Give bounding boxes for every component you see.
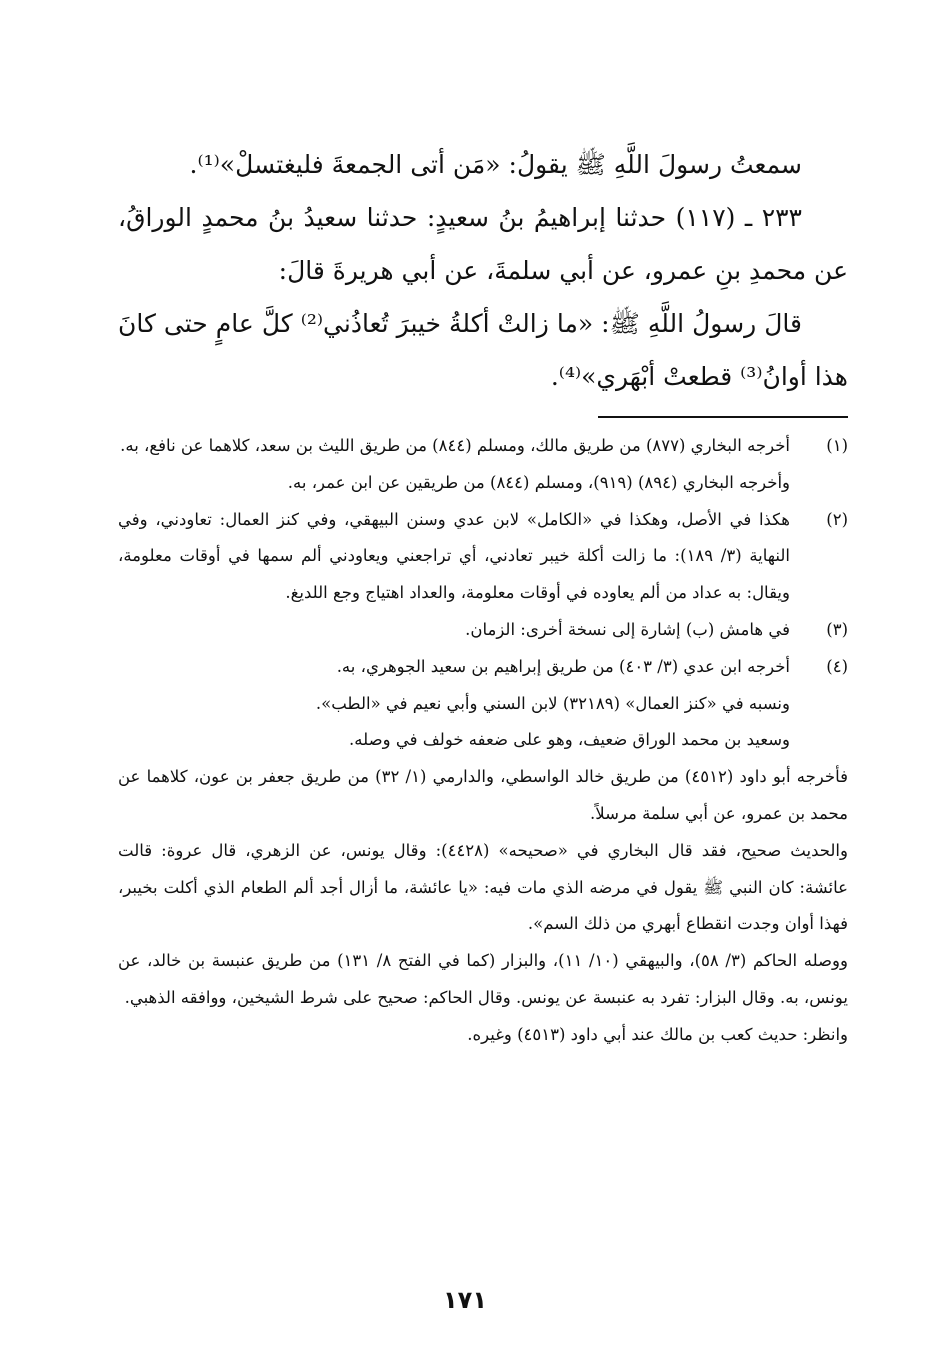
footnote-2 (118, 502, 848, 612)
footnote-line: في هامش (ب) إشارة إلى نسخة أخرى: الزمان. (465, 619, 790, 639)
main-paragraph-3: قالَ رسولُ اللَّهِ ﷺ: «ما زالتْ أكلةُ خيبرَ تُعاذُني⁽²⁾ كلَّ عامٍ حتى كانَ هذا أوانُ⁽³⁾ قطعتْ أبْهَري»⁽⁴⁾. (118, 309, 848, 391)
footnote-line: أخرجه البخاري (٨٧٧) من طريق مالك، ومسلم (٨٤٤) من طريق الليث بن سعد، كلاهما عن نافع، به. (120, 436, 790, 455)
footnote-number: (١) (826, 436, 848, 455)
footnote-body (118, 428, 790, 502)
footnote-separator (598, 416, 848, 418)
footnote-body (118, 612, 790, 649)
footnote-4-continuation (118, 759, 848, 1053)
footnote-paragraph: ووصله الحاكم (٣/ ٥٨)، والبيهقي (١٠/ ١١)، والبزار (كما في الفتح ٨/ ١٣١) من طريق عنبسة بن خالد، عن يونس، به. وقال البزار: تفرد به عنبسة عن يونس. وقال الحاكم: صحيح على شرط الشيخين، ووافقه الذهبي. (118, 951, 848, 1007)
footnote-3 (118, 612, 848, 649)
footnote-number: (٣) (826, 619, 848, 639)
main-paragraph-1: سمعتُ رسولَ اللَّهِ ﷺ يقولُ: «مَن أتى الجمعةَ فليغتسلْ»⁽¹⁾. (189, 150, 802, 179)
footnote-paragraph: والحديث صحيح، فقد قال البخاري في «صحيحه» (٤٤٢٨): وقال يونس، عن الزهري، قال عروة: قالت عائشة: كان النبي ﷺ يقول في مرضه الذي مات فيه: «يا عائشة، ما أزال أجد ألم الطعام الذي أكلت بخيبر، فهذا أوان وجدت انقطاع أبهري من ذلك السم». (118, 840, 848, 934)
footnote-4 (118, 649, 848, 759)
footnote-number: (٤) (826, 656, 848, 676)
page-number: ١٧١ (443, 1286, 487, 1314)
footnotes (118, 428, 848, 1054)
footnote-body (118, 649, 790, 759)
footnote-line: وأخرجه البخاري (٨٩٤) (٩١٩)، ومسلم (٨٤٤) من طريقين عن ابن عمر، به. (287, 472, 790, 492)
footnote-line: ونسبه في «كنز العمال» (٣٢١٨٩) لابن السني وأبي نعيم في «الطب». (315, 693, 790, 713)
footnote-paragraph: وانظر: حديث كعب بن مالك عند أبي داود (٤٥١٣) وغيره. (467, 1024, 848, 1044)
footnote-line: أخرجه ابن عدي (٣/ ٤٠٣) من طريق إبراهيم بن سعيد الجوهري، به. (336, 656, 790, 676)
footnote-line: هكذا في الأصل، وهكذا في «الكامل» لابن عدي وسنن البيهقي، وفي كنز العمال: تعاودني، وفي النهاية (٣/ ١٨٩): ما زالت أكلة خيبر تعادني، أي تراجعني ويعاودني ألم سمها في أوقات معلومة، ويقال: به عداد من ألم يعاوده في أوقات معلومة، والعداد اهتياج وجع اللديغ. (118, 509, 790, 603)
main-text (118, 138, 848, 403)
footnote-body (118, 502, 790, 612)
footnote-number: (٢) (826, 509, 848, 529)
footnote-line: وسعيد بن محمد الوراق ضعيف، وهو على ضعفه خولف في وصله. (349, 730, 790, 750)
main-paragraph-2: ٢٣٣ ـ (١١٧) حدثنا إبراهيمُ بنُ سعيدٍ: حدثنا سعيدُ بنُ محمدٍ الوراقُ، عن محمدِ بنِ عمرو، عن أبي سلمةَ، عن أبي هريرةَ قالَ: (118, 203, 848, 285)
footnote-paragraph: فأخرجه أبو داود (٤٥١٢) من طريق خالد الواسطي، والدارمي (١/ ٣٢) من طريق جعفر بن عون، كلاهما عن محمد بن عمرو، عن أبي سلمة مرسلاً. (118, 767, 849, 823)
footnote-1 (118, 428, 848, 502)
